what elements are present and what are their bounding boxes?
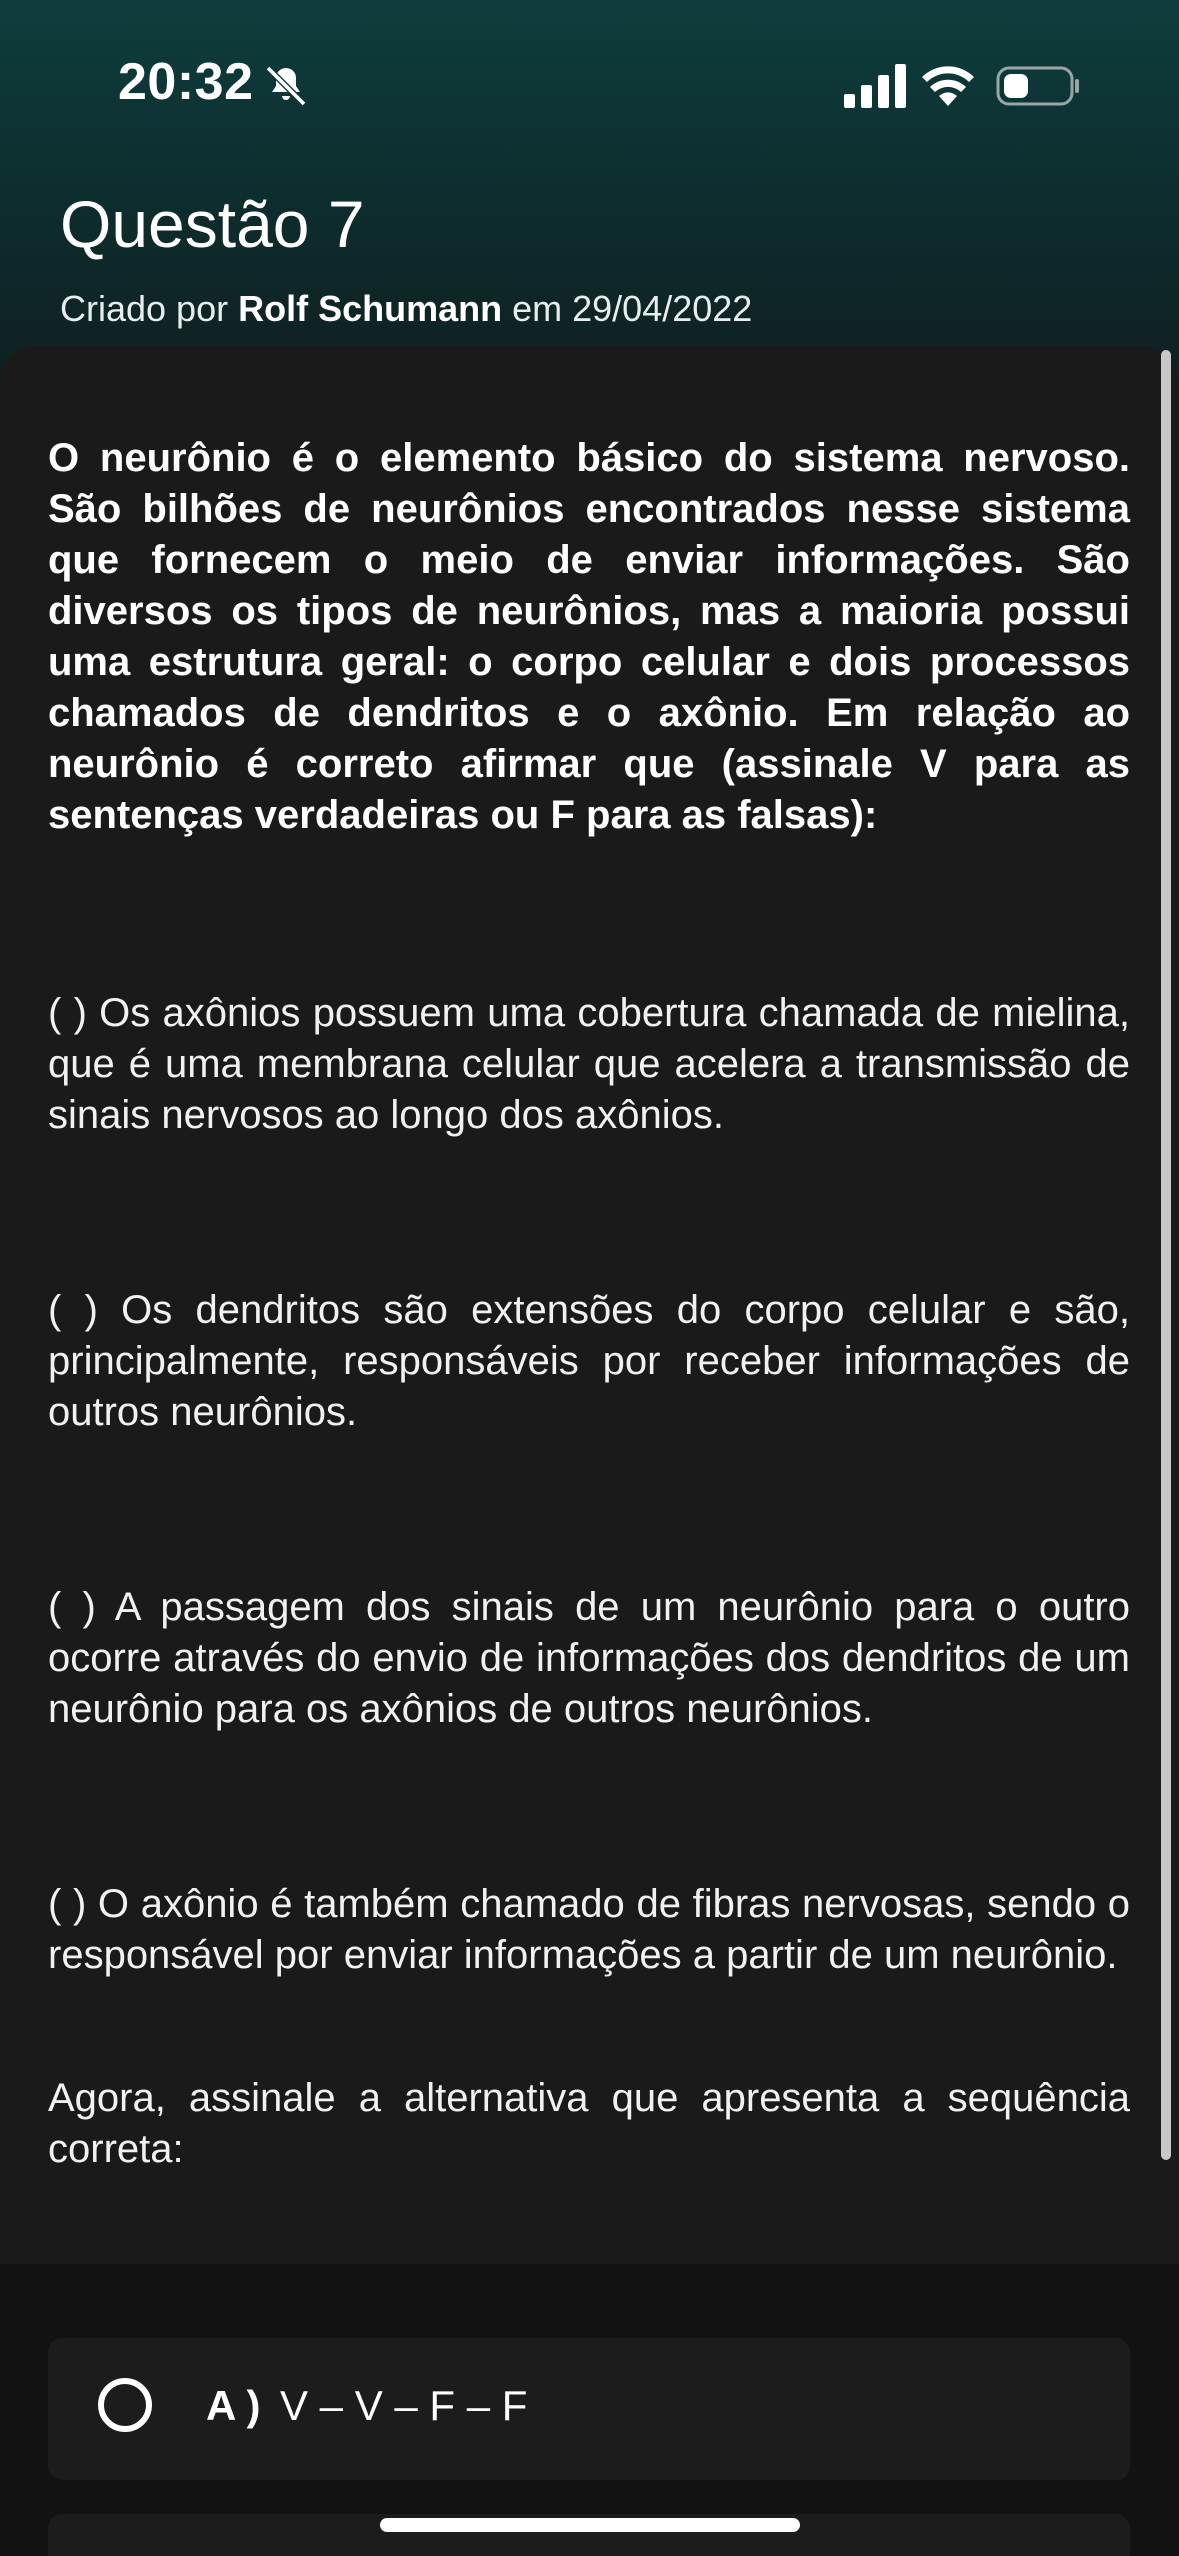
- date-prefix: em: [502, 288, 573, 329]
- status-time: 20:32: [118, 53, 254, 111]
- question-item-4: ( ) O axônio é também chamado de fibras nervosas, sendo o responsável por enviar informações a partir de um neurônio.: [48, 1882, 1130, 1977]
- question-item-3: ( ) A passagem dos sinais de um neurônio para o outro ocorre através do envio de informações dos dendritos de um neurônio para os axônios de outros neurônios.: [48, 1585, 1130, 1731]
- question-item-2: ( ) Os dendritos são extensões do corpo celular e são, principalmente, responsáveis por receber informações de outros neurônios.: [48, 1288, 1130, 1434]
- signal-icon: [844, 64, 906, 108]
- radio-unchecked-icon[interactable]: [98, 2378, 152, 2432]
- bell-slash-icon: [262, 62, 310, 110]
- author-name: Rolf Schumann: [238, 288, 503, 329]
- wifi-icon: [920, 62, 976, 108]
- option-a[interactable]: [48, 2338, 1130, 2480]
- home-indicator[interactable]: [380, 2518, 800, 2532]
- question-instruction: Agora, assinale a alternativa que apresenta a sequência correta:: [48, 2076, 1130, 2171]
- question-item-1: ( ) Os axônios possuem uma cobertura chamada de mielina, que é uma membrana celular que acelera a transmissão de sinais nervosos ao longo dos axônios.: [48, 991, 1130, 1137]
- question-statement: O neurônio é o elemento básico do sistema nervoso. São bilhões de neurônios encontrados nesse sistema que fornecem o meio de enviar informações. São diversos os tipos de neurônios, mas a maioria possui uma estrutura geral: o corpo celular e dois processos chamados de dendritos e o axônio. Em relação ao neurônio é correto afirmar que (assinale V para as sentenças verdadeiras ou F para as falsas):: [48, 436, 1130, 837]
- option-text: V – V – F – F: [280, 2382, 528, 2429]
- page-title: Questão 7: [60, 187, 365, 261]
- battery-icon: [996, 66, 1080, 106]
- created-by-line: [60, 288, 752, 330]
- created-prefix: Criado por: [60, 288, 239, 329]
- created-date: 29/04/2022: [572, 288, 753, 329]
- scrollbar[interactable]: [1161, 350, 1171, 2160]
- option-letter: A ): [206, 2382, 261, 2429]
